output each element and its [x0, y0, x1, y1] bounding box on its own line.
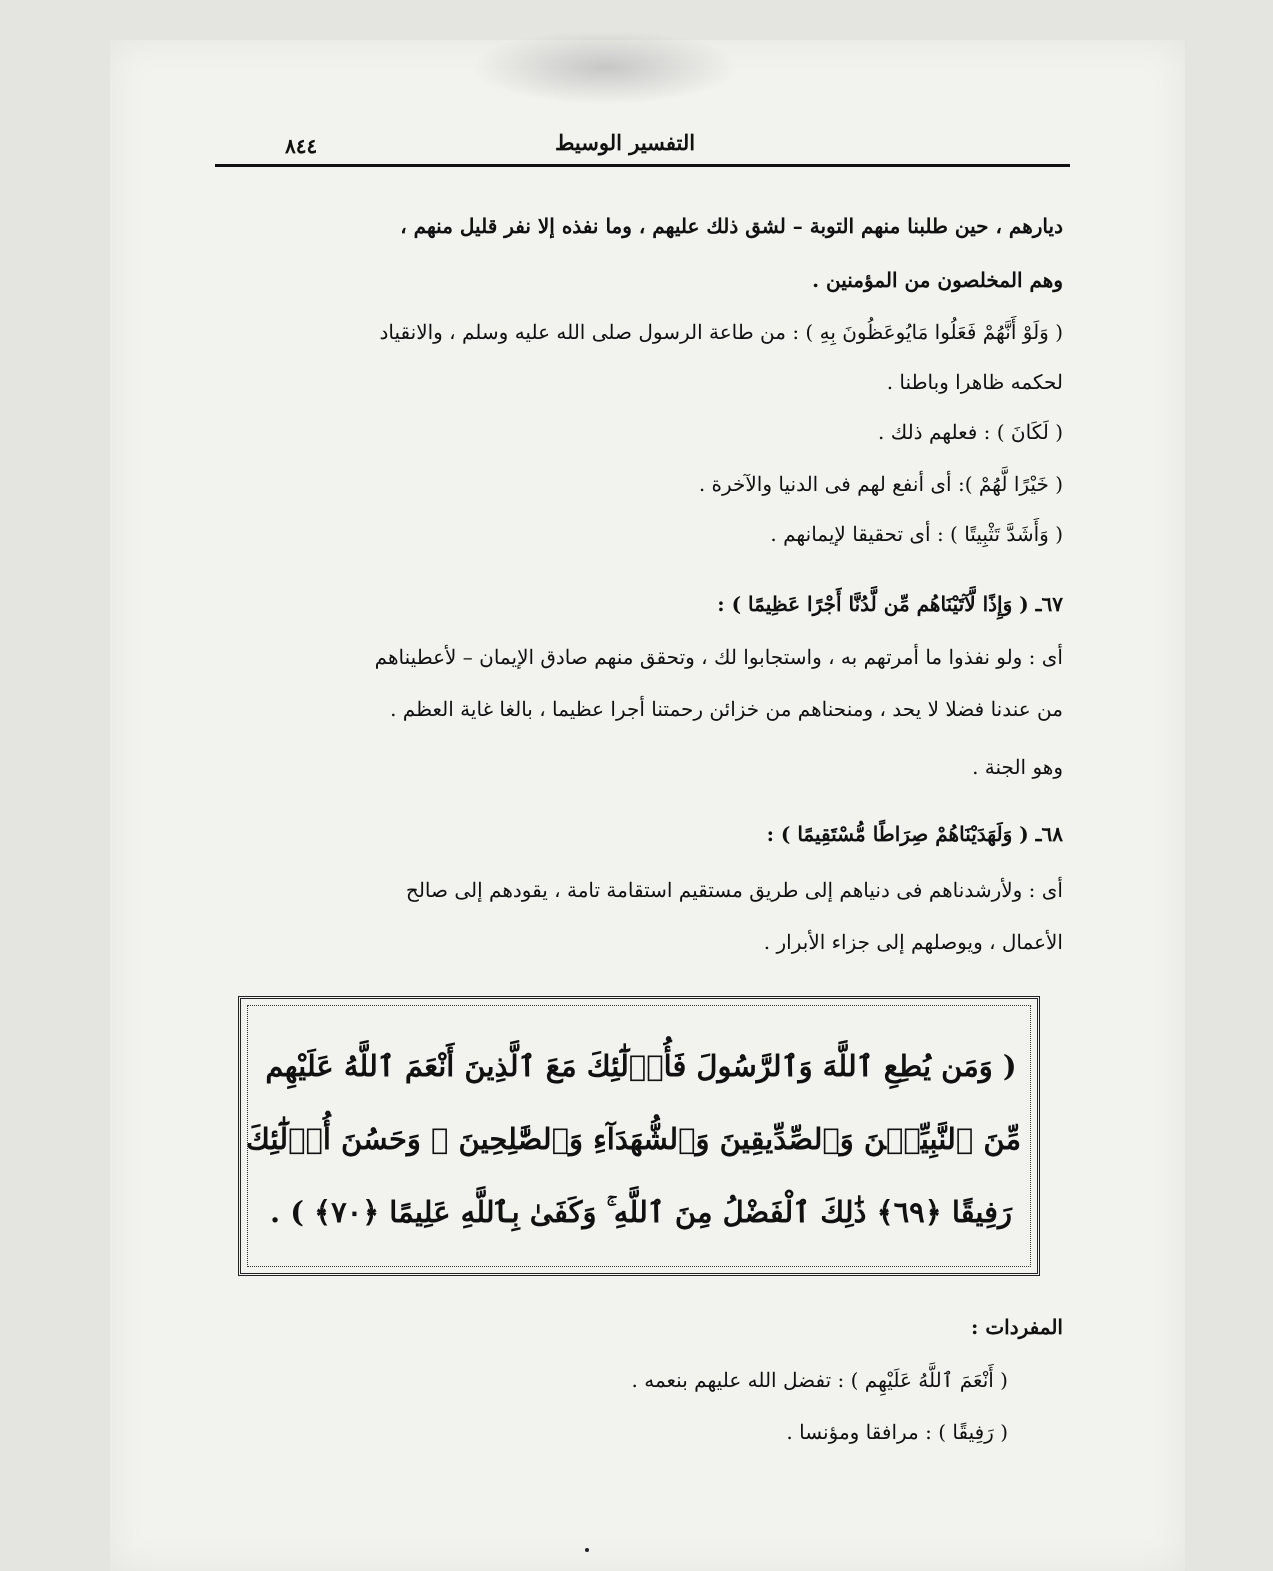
vocabulary-item-1: ( أَنْعَمَ ٱللَّهُ عَلَيْهِم ) : تفضل الله عليهم بنعمه . — [631, 1368, 1008, 1392]
verse-67-line-2: من عندنا فضلا لا يحد ، ومنحناهم من خزائن رحمتنا أجرا عظيما ، بالغا غاية العظم . — [390, 697, 1063, 721]
verse-67-line-1: أى : ولو نفذوا ما أمرتهم به ، واستجابوا لك ، وتحقق منهم صادق الإيمان – لأعطيناهم — [374, 645, 1063, 669]
paragraph-2-line-1: ( وَلَوْ أَنَّهُمْ فَعَلُوا مَايُوعَظُونَ بِهِ ) : من طاعة الرسول صلى الله عليه وسلم ، والانقياد — [379, 320, 1063, 344]
quran-verse-box — [238, 996, 1040, 1276]
verse-box-line-2: مِّنَ ٱلنَّبِيِّـۧنَ وَٱلصِّدِّيقِينَ وَٱلشُّهَدَآءِ وَٱلصَّٰلِحِينَ ۚ وَحَسُنَ أُو۟لَٰٓئِكَ — [246, 1122, 1021, 1156]
paragraph-1-line-1: ديارهم ، حين طلبنا منهم التوبة – لشق ذلك عليهم ، وما نفذه إلا نفر قليل منهم ، — [400, 214, 1063, 238]
vocabulary-item-2: ( رَفِيقًا ) : مرافقا ومؤنسا . — [786, 1420, 1008, 1444]
gloss-lakana: ( لَكَانَ ) : فعلهم ذلك . — [878, 420, 1063, 444]
verse-67-heading: ٦٧ـ ( وَإِذًا لَّآتَيْنَاهُم مِّن لَّدُنَّا أَجْرًا عَظِيمًا ) : — [717, 592, 1063, 616]
verse-68-line-2: الأعمال ، ويوصلهم إلى جزاء الأبرار . — [763, 930, 1063, 954]
paragraph-2-line-2: لحكمه ظاهرا وباطنا . — [886, 370, 1063, 394]
verse-68-line-1: أى : ولأرشدناهم فى دنياهم إلى طريق مستقيم استقامة تامة ، يقودهم إلى صالح — [405, 878, 1063, 902]
verse-box-line-3: رَفِيقًا ﴿٦٩﴾ ذَٰلِكَ ٱلْفَضْلُ مِنَ ٱللَّهِ ۚ وَكَفَىٰ بِٱللَّهِ عَلِيمًا ﴿٧٠﴾ ) . — [270, 1195, 1012, 1229]
verse-68-heading: ٦٨ـ ( وَلَهَدَيْنَاهُمْ صِرَاطًا مُّسْتَقِيمًا ) : — [766, 822, 1063, 846]
verse-67-line-3: وهو الجنة . — [972, 755, 1063, 779]
scan-smudge — [470, 30, 740, 105]
vocabulary-heading: المفردات : — [970, 1315, 1063, 1339]
gloss-khayran: ( خَيْرًا لَّهُمْ ): أى أنفع لهم فى الدنيا والآخرة . — [698, 472, 1063, 496]
paragraph-1-line-2: وهم المخلصون من المؤمنين . — [812, 268, 1063, 292]
running-title: التفسير الوسيط — [555, 130, 696, 155]
scan-dot — [585, 1548, 589, 1552]
page-number: ٨٤٤ — [285, 134, 318, 158]
verse-box-line-1: ( وَمَن يُطِعِ ٱللَّهَ وَٱلرَّسُولَ فَأُو۟لَٰٓئِكَ مَعَ ٱلَّذِينَ أَنْعَمَ ٱللَّهُ عَلَيْهِم — [265, 1049, 1017, 1083]
page-header — [215, 128, 1070, 164]
header-rule — [215, 164, 1070, 167]
gloss-ashadda: ( وَأَشَدَّ تَثْبِيتًا ) : أى تحقيقا لإيمانهم . — [770, 522, 1063, 546]
